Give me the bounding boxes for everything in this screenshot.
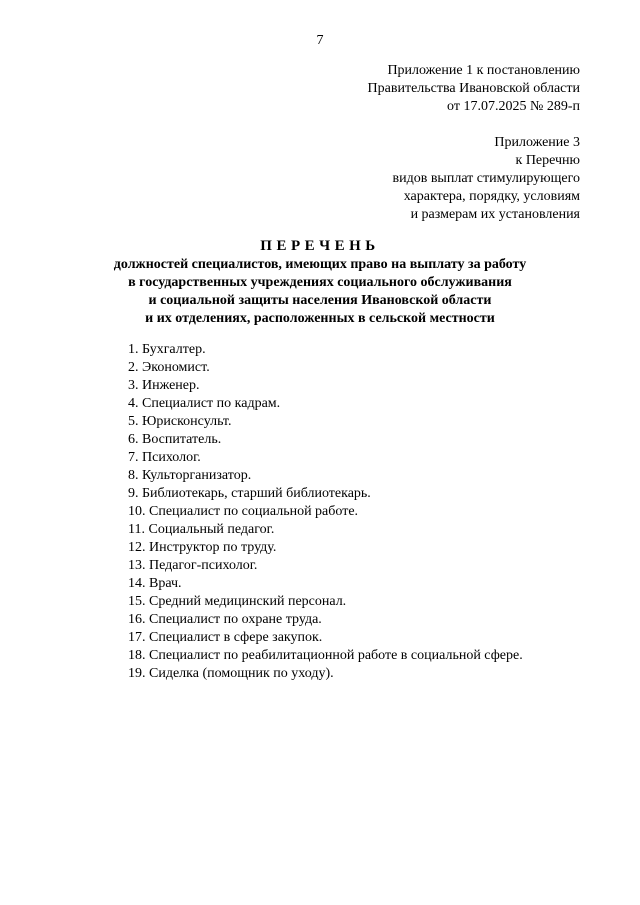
list-item: 6. Воспитатель. [128, 432, 222, 447]
list-item: 10. Специалист по социальной работе. [128, 504, 359, 519]
list-item: 19. Сиделка (помощник по уходу). [128, 666, 334, 681]
page-number: 7 [316, 33, 324, 48]
appendix-3-line: видов выплат стимулирующего [392, 171, 580, 186]
document-subtitle [0, 256, 640, 328]
appendix-3-line: характера, порядку, условиям [403, 189, 580, 204]
list-item: 14. Врач. [128, 576, 182, 591]
appendix-1-line: Приложение 1 к постановлению [387, 63, 580, 78]
list-item: 12. Инструктор по труду. [128, 540, 277, 555]
list-item: 15. Средний медицинский персонал. [128, 594, 347, 609]
list-item: 11. Социальный педагог. [128, 522, 275, 537]
document-title: ПЕРЕЧЕНЬ [260, 238, 380, 254]
appendix-1-header [368, 62, 580, 116]
subtitle-line: должностей специалистов, имеющих право на выплату за работу [113, 257, 527, 272]
appendix-3-line: Приложение 3 [494, 135, 580, 150]
list-item: 16. Специалист по охране труда. [128, 612, 322, 627]
document-heading [0, 236, 640, 328]
list-item: 8. Культорганизатор. [128, 468, 252, 483]
appendix-3-line: к Перечню [515, 153, 580, 168]
subtitle-line: и социальной защиты населения Ивановской области [148, 293, 492, 308]
positions-list [128, 341, 523, 683]
list-item: 17. Специалист в сфере закупок. [128, 630, 323, 645]
list-item: 2. Экономист. [128, 360, 210, 375]
list-item: 13. Педагог-психолог. [128, 558, 258, 573]
appendix-3-line: и размерам их установления [410, 207, 580, 222]
list-item: 7. Психолог. [128, 450, 201, 465]
appendix-3-header [392, 134, 580, 224]
list-item: 5. Юрисконсульт. [128, 414, 232, 429]
list-item: 18. Специалист по реабилитационной работе в социальной сфере. [128, 648, 523, 663]
subtitle-line: и их отделениях, расположенных в сельской местности [145, 311, 495, 326]
appendix-1-line: от 17.07.2025 № 289-п [447, 99, 580, 114]
list-item: 3. Инженер. [128, 378, 200, 393]
list-item: 9. Библиотекарь, старший библиотекарь. [128, 486, 371, 501]
subtitle-line: в государственных учреждениях социального обслуживания [128, 275, 512, 290]
list-item: 1. Бухгалтер. [128, 342, 206, 357]
appendix-1-line: Правительства Ивановской области [367, 81, 580, 96]
list-item: 4. Специалист по кадрам. [128, 396, 281, 411]
